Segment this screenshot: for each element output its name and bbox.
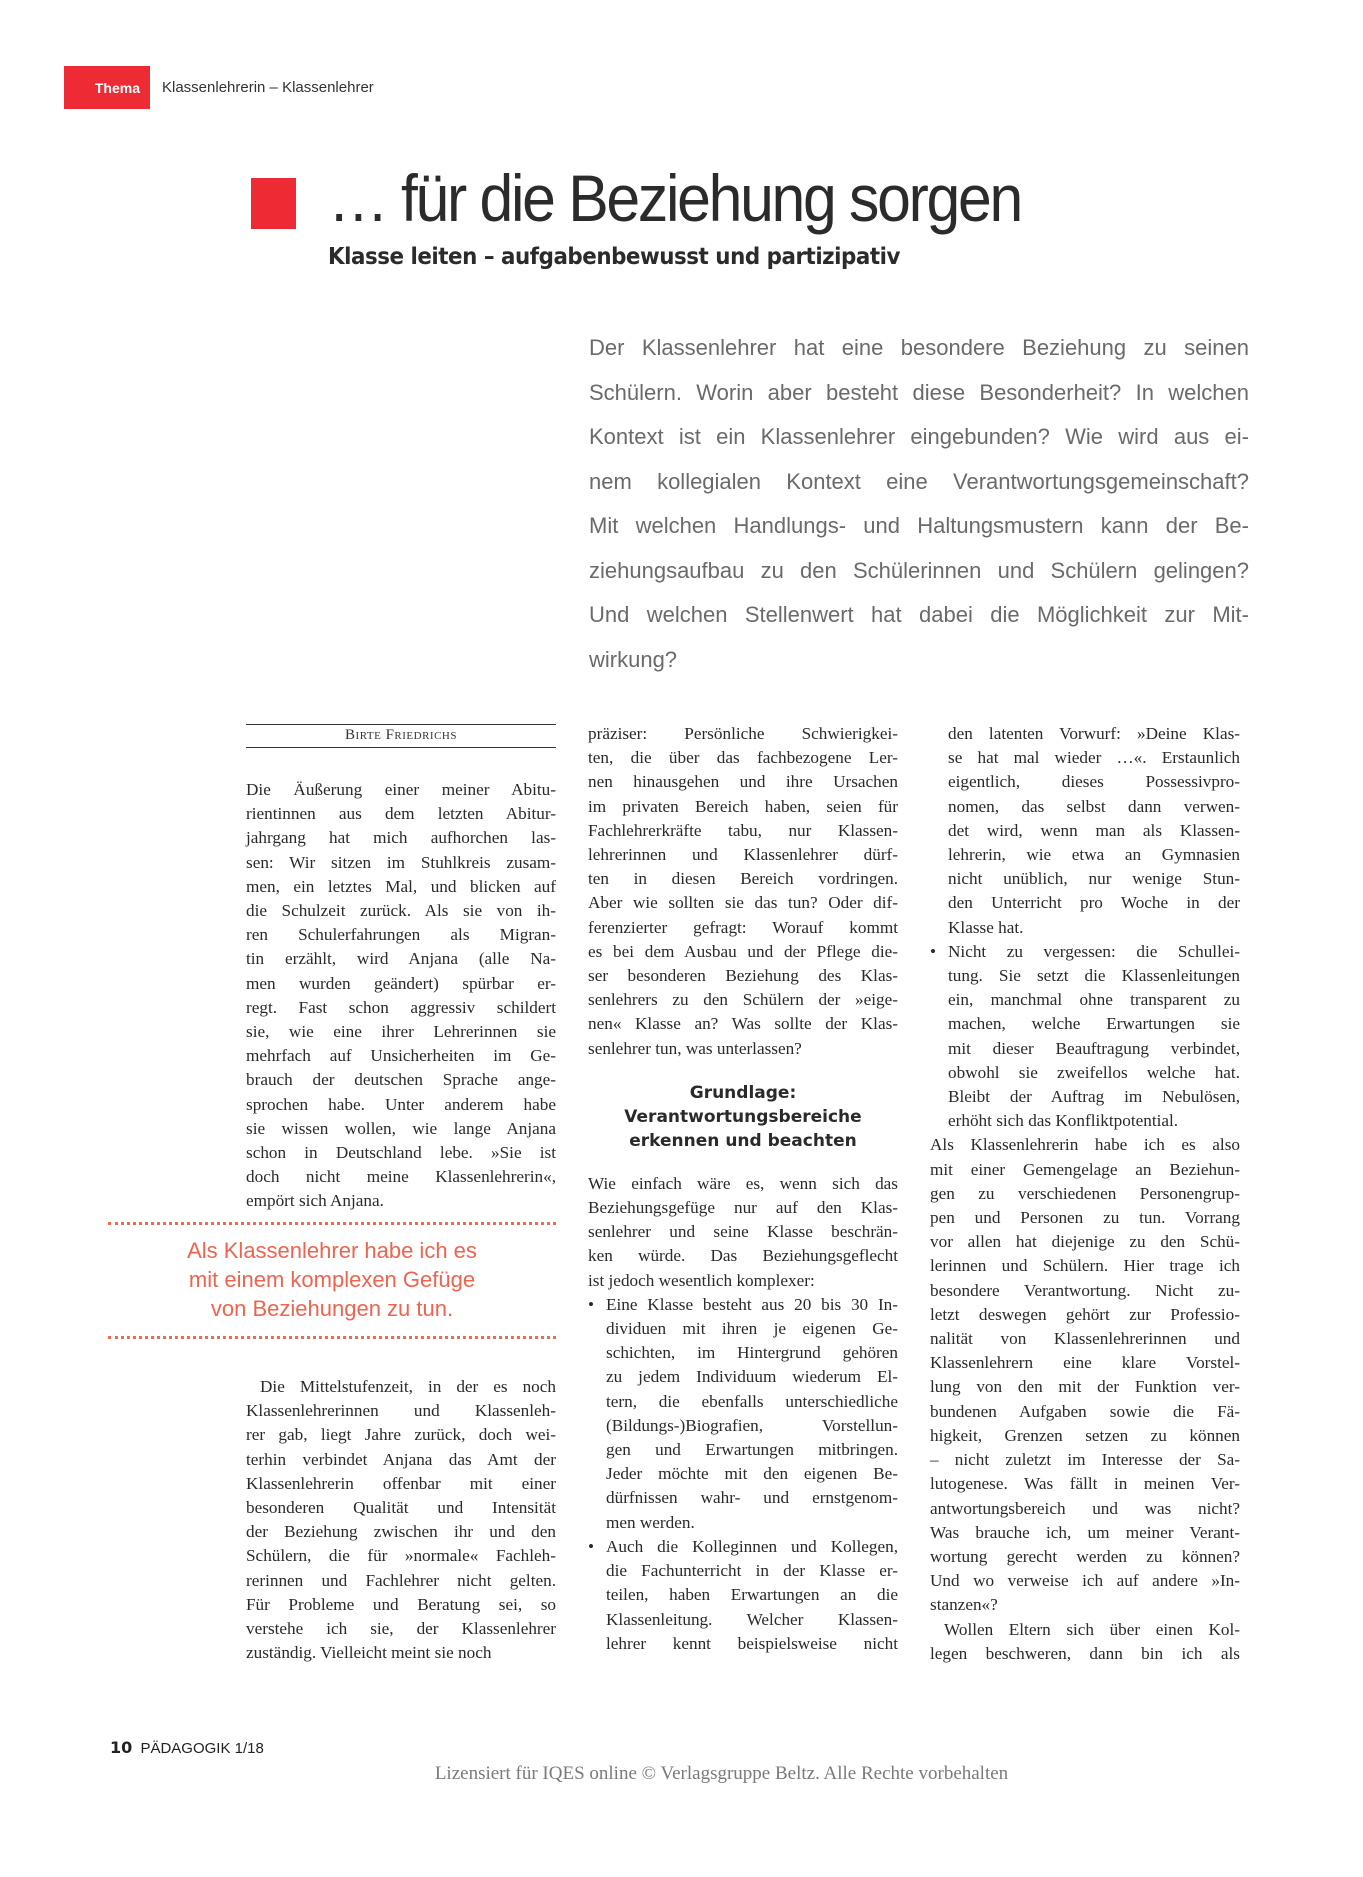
text-line: im privaten Bereich haben, seien für: [588, 796, 898, 816]
text-line: Als Klassenlehrer habe ich es: [187, 1238, 477, 1263]
text-line: wortung gerecht werden zu können?: [930, 1546, 1240, 1566]
text-line: Was brauche ich, um meiner Verant-: [930, 1522, 1240, 1542]
text-line: eigentlich, dieses Possessivpro-: [948, 772, 1240, 792]
text-line: Schülern. Worin aber besteht diese Besonderheit? In welchen: [589, 379, 1249, 405]
text-line: die Schulzeit zurück. Als sie von ih-: [246, 901, 556, 921]
text-line: ren Schulerfahrungen als Migran-: [246, 925, 556, 945]
bullet-item: [588, 1293, 898, 1535]
text-line: sie wissen wollen, wie lange Anjana: [246, 1118, 556, 1138]
license-notice: Lizensiert für IQES online © Verlagsgruppe Beltz. Alle Rechte vorbehalten: [434, 1763, 1009, 1784]
bullet-item: [930, 940, 1240, 1134]
text-line: den latenten Vorwurf: »Deine Klas-: [948, 724, 1240, 743]
text-line: Der Klassenlehrer hat eine besondere Beziehung zu seinen: [589, 335, 1249, 360]
text-line: es bei dem Ausbau und der Pflege die-: [588, 941, 898, 961]
text-line: zuständig. Vielleicht meint sie noch: [246, 1643, 492, 1663]
text-line: Und welchen Stellenwert hat dabei die Möglichkeit zur Mit-: [589, 602, 1249, 627]
text-line: obwohl sie zweifellos welche hat.: [948, 1062, 1240, 1082]
bullet-icon: •: [588, 1294, 595, 1314]
text-line: – nicht zuletzt im Interesse der Sa-: [930, 1450, 1240, 1470]
text-line: Für Probleme und Beratung sei, so: [246, 1594, 556, 1614]
text-line: ken würde. Das Beziehungsgeflecht: [588, 1246, 898, 1266]
bullet-icon: •: [930, 941, 937, 961]
section-heading: [588, 1081, 898, 1153]
text-line: jahrgang hat mich aufhorchen las-: [246, 828, 556, 848]
bullet-item-continued: [930, 722, 1240, 940]
title-square-icon: [251, 178, 296, 229]
text-line: wirkung?: [589, 646, 678, 672]
text-line: lung von den mit der Funktion ver-: [930, 1377, 1240, 1397]
text-line: ferenzierter gefragt: Worauf kommt: [588, 917, 898, 937]
text-line: gen und Erwartungen mitbringen.: [606, 1440, 898, 1460]
text-line: der Beziehung zwischen ihr und den: [246, 1522, 556, 1542]
text-line: dürfnissen wahr- und ernstgenom-: [606, 1488, 898, 1508]
text-line: Die Mittelstufenzeit, in der es noch: [260, 1377, 556, 1396]
text-line: den Unterricht pro Woche in der: [948, 893, 1240, 913]
intro-text: [589, 326, 1249, 682]
text-line: ten, die über das fachbezogene Ler-: [588, 748, 898, 768]
text-line: erkennen und beachten: [629, 1130, 857, 1151]
text-line: tung. Sie setzt die Klassenleitungen: [948, 966, 1240, 986]
author-byline: Birte Friedrichs: [246, 724, 556, 748]
text-line: Fachlehrerkräfte tabu, nur Klassen-: [588, 820, 898, 840]
text-line: lutogenese. Was fällt in meinen Ver-: [930, 1474, 1240, 1494]
page-footer: [110, 1738, 264, 1757]
text-line: vor allen hat diejenige zu den Schü-: [930, 1232, 1240, 1252]
text-line: Die Äußerung einer meiner Abitu-: [246, 780, 556, 799]
text-line: stanzen«?: [930, 1595, 998, 1615]
text-line: Grundlage:: [689, 1082, 797, 1103]
text-line: doch nicht meine Klassenlehrerin«,: [246, 1167, 556, 1187]
text-line: teilen, haben Erwartungen an die: [606, 1585, 898, 1605]
column-3: [930, 722, 1240, 1666]
text-line: Beziehungsgefüge nur auf den Klas-: [588, 1198, 898, 1218]
text-line: antwortungsbereich und was nicht?: [930, 1498, 1240, 1518]
text-line: Klassenlehrerin offenbar mit einer: [246, 1473, 556, 1493]
text-line: besondere Verantwortung. Nicht zu-: [930, 1280, 1240, 1300]
dotted-divider-bottom: [108, 1336, 556, 1339]
text-line: Kontext ist ein Klassenlehrer eingebunden? Wie wird aus ei-: [589, 424, 1249, 449]
text-line: Und wo verweise ich auf andere »In-: [930, 1571, 1240, 1591]
paragraph: [246, 778, 556, 1214]
text-line: letzt deswegen gehört zur Professio-: [930, 1304, 1240, 1324]
text-line: Klassenlehrern eine klare Vorstel-: [930, 1353, 1240, 1373]
text-line: Mit welchen Handlungs- und Haltungsmustern kann der Be-: [589, 513, 1249, 538]
text-line: ten in diesen Bereich vordringen.: [588, 869, 898, 889]
text-line: besonderen Qualität und Intensität: [246, 1498, 556, 1518]
page-title: … für die Beziehung sorgen: [328, 161, 1021, 235]
text-line: gen zu verschiedenen Personengrup-: [930, 1183, 1240, 1203]
text-line: Klassenleitung. Welcher Klassen-: [606, 1609, 898, 1629]
text-line: nalität von Klassenlehrerinnen und: [930, 1329, 1240, 1349]
text-line: Verantwortungsbereiche: [624, 1106, 862, 1127]
text-line: Klasse hat.: [948, 917, 1024, 937]
text-line: ist jedoch wesentlich komplexer:: [588, 1270, 815, 1290]
text-line: zu jedem Individuum wiederum El-: [606, 1367, 898, 1387]
section-tag: Thema: [64, 66, 150, 109]
paragraph: [588, 1172, 898, 1293]
text-line: von Beziehungen zu tun.: [210, 1296, 454, 1321]
text-line: Bleibt der Auftrag im Nebulösen,: [948, 1087, 1240, 1107]
text-line: präziser: Persönliche Schwierigkei-: [588, 724, 898, 743]
text-line: sprochen habe. Unter anderem habe: [246, 1094, 556, 1114]
text-line: regt. Fast schon aggressiv schildert: [246, 997, 556, 1017]
text-line: Auch die Kolleginnen und Kollegen, •: [588, 1535, 898, 1559]
column-1-continued: [246, 1375, 556, 1665]
text-line: Aber wie sollten sie das tun? Oder dif-: [588, 893, 898, 913]
text-line: pen und Personen zu tun. Vorrang: [930, 1208, 1240, 1228]
paragraph: [930, 1618, 1240, 1666]
text-line: Wie einfach wäre es, wenn sich das: [588, 1173, 898, 1193]
text-line: schon in Deutschland lebe. »Sie ist: [246, 1143, 556, 1163]
text-line: rerinnen und Fachlehrer nicht gelten.: [246, 1570, 556, 1590]
pull-quote: [108, 1222, 556, 1339]
text-line: mit einem komplexen Gefüge: [188, 1267, 476, 1292]
column-1: [246, 778, 556, 1214]
text-line: verstehe ich sie, der Klassenlehrer: [246, 1619, 556, 1639]
text-line: Nicht zu vergessen: die Schullei- •: [930, 940, 1240, 964]
text-line: senlehrer und seine Klasse beschrän-: [588, 1222, 898, 1242]
text-line: Klassenlehrerinnen und Klassenleh-: [246, 1401, 556, 1421]
text-line: machen, welche Erwartungen sie: [948, 1014, 1240, 1034]
text-line: lerinnen und Schülern. Hier trage ich: [930, 1256, 1240, 1276]
text-line: senlehrer tun, was unterlassen?: [588, 1038, 802, 1058]
text-line: nicht unüblich, nur wenige Stun-: [948, 869, 1240, 889]
text-line: Wollen Eltern sich über einen Kol-: [944, 1619, 1240, 1639]
page-subtitle: Klasse leiten – aufgabenbewusst und partizipativ: [328, 244, 900, 270]
text-line: Jeder möchte mit den eigenen Be-: [606, 1464, 898, 1484]
text-line: nen hinausgehen und ihre Ursachen: [588, 772, 898, 792]
text-line: lehrerinnen und Klassenlehrer dürf-: [588, 845, 898, 865]
paragraph: [588, 722, 898, 1061]
text-line: det wird, wenn man als Klassen-: [948, 820, 1240, 840]
text-line: schichten, im Hintergrund gehören: [606, 1343, 898, 1363]
text-line: higkeit, Grenzen setzen zu können: [930, 1425, 1240, 1445]
text-line: terhin verbindet Anjana das Amt der: [246, 1449, 556, 1469]
text-line: ziehungsaufbau zu den Schülerinnen und Schülern gelingen?: [589, 557, 1249, 583]
text-line: tin erzählt, wird Anjana (alle Na-: [246, 949, 556, 969]
text-line: Schülern, die für »normale« Fachleh-: [246, 1546, 556, 1566]
text-line: rer gab, liegt Jahre zurück, doch wei-: [246, 1425, 556, 1445]
text-line: men wurden geändert) spürbar er-: [246, 973, 556, 993]
text-line: men, ein letztes Mal, und blicken auf: [246, 876, 556, 896]
text-line: se hat mal wieder …«. Erstaunlich: [948, 748, 1240, 768]
text-line: Eine Klasse besteht aus 20 bis 30 In- •: [588, 1293, 898, 1317]
text-line: dividuen mit ihren je eigenen Ge-: [606, 1319, 898, 1339]
text-line: tern, die ebenfalls unterschiedliche: [606, 1391, 898, 1411]
text-line: legen beschweren, dann bin ich als: [930, 1643, 1240, 1663]
text-line: ser besonderen Beziehung des Klas-: [588, 966, 898, 986]
text-line: sen: Wir sitzen im Stuhlkreis zusam-: [246, 852, 556, 872]
text-line: brauch der deutschen Sprache ange-: [246, 1070, 556, 1090]
text-line: sie, wie eine ihrer Lehrerinnen sie: [246, 1022, 556, 1042]
text-line: erhöht sich das Konfliktpotential.: [948, 1111, 1179, 1131]
text-line: mit dieser Beauftragung verbindet,: [948, 1038, 1240, 1058]
text-line: lehrerin, wie etwa an Gymnasien: [948, 845, 1240, 865]
paragraph: [930, 1133, 1240, 1617]
text-line: nem kollegialen Kontext eine Verantwortungsgemeinschaft?: [589, 468, 1249, 494]
paragraph: [246, 1375, 556, 1665]
page-number: 10: [110, 1738, 133, 1757]
text-line: die Fachunterricht in der Klasse er-: [606, 1561, 898, 1581]
journal-issue: PÄDAGOGIK 1/18: [140, 1740, 264, 1757]
text-line: nomen, das selbst dann verwen-: [948, 796, 1240, 816]
text-line: rientinnen aus dem letzten Abitur-: [246, 804, 556, 824]
text-line: nen« Klasse an? Was sollte der Klas-: [588, 1014, 898, 1034]
bullet-item: [588, 1535, 898, 1656]
text-line: Als Klassenlehrerin habe ich es also: [930, 1135, 1240, 1155]
text-line: empört sich Anjana.: [246, 1191, 384, 1211]
text-line: senlehrers zu den Schülern der »eige-: [588, 990, 898, 1010]
section-header: [64, 66, 374, 109]
pull-quote-text: [108, 1225, 556, 1336]
text-line: mehrfach auf Unsicherheiten im Ge-: [246, 1046, 556, 1066]
text-line: (Bildungs-)Biografien, Vorstellun-: [606, 1415, 898, 1435]
text-line: ein, manchmal ohne transparent zu: [948, 990, 1240, 1010]
text-line: men werden.: [606, 1512, 695, 1532]
text-line: lehrer kennt beispielsweise nicht: [606, 1633, 898, 1653]
text-line: mit einer Gemengelage an Beziehun-: [930, 1159, 1240, 1179]
breadcrumb: Klassenlehrerin – Klassenlehrer: [162, 79, 374, 96]
text-line: bundenen Aufgaben sowie die Fä-: [930, 1401, 1240, 1421]
bullet-icon: •: [588, 1536, 595, 1556]
column-2: [588, 722, 898, 1656]
